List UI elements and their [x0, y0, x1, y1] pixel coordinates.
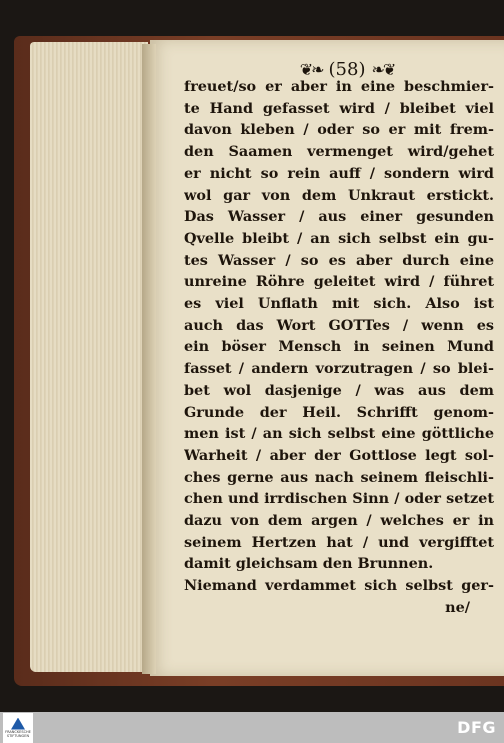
text-line: unreine Röhre geleitet wird / führet	[184, 273, 494, 291]
text-line: den Saamen vermenget wird/gehet	[184, 143, 494, 161]
text-line: auch das Wort GOTTes / wenn es	[184, 316, 494, 334]
page-gutter	[142, 44, 156, 674]
text-line: damit gleichsam den Brunnen.	[184, 555, 434, 573]
text-line: bet wol dasjenige / was aus dem	[184, 381, 494, 399]
text-line: fasset / andern vorzutragen / so blei-	[184, 360, 494, 378]
text-line: freuet/so er aber in eine beschmier-	[184, 78, 494, 95]
page-text	[184, 76, 494, 619]
text-line: dazu von dem argen / welches er in	[184, 512, 494, 530]
text-line: tes Wasser / so es aber durch eine	[184, 251, 494, 269]
ornament-right-icon: ❧❦	[371, 59, 395, 79]
text-line: ein böser Mensch in seinen Mund	[184, 338, 494, 356]
text-line: davon kleben / oder so er mit frem-	[184, 121, 494, 139]
text-line: Niemand verdammet sich selbst ger-	[184, 577, 494, 595]
text-line: ches gerne aus nach seinem fleischli-	[184, 468, 494, 486]
dfg-logo[interactable]: DFG	[457, 718, 496, 737]
text-line: Das Wasser / aus einer gesunden	[184, 208, 494, 226]
text-line: wol gar von dem Unkraut erstickt.	[184, 186, 494, 204]
viewer-footer	[0, 712, 504, 743]
logo-mark-icon	[11, 718, 25, 730]
catchword: ne/	[445, 598, 470, 616]
franckesche-logo[interactable]	[3, 713, 33, 743]
text-line: Qvelle bleibt / an sich selbst ein gu-	[184, 229, 494, 247]
text-line: Grunde der Heil. Schrifft genom-	[184, 403, 494, 421]
text-line: es viel Unflath mit sich. Also ist	[184, 295, 494, 313]
page-number: (58)	[328, 58, 366, 80]
text-line: te Hand gefasset wird / bleibet viel	[184, 99, 494, 117]
page-edges	[30, 42, 148, 672]
text-line: Warheit / aber der Gottlose legt sol-	[184, 446, 494, 464]
text-line: seinem Hertzen hat / und vergifftet	[184, 533, 494, 551]
text-line: chen und irrdischen Sinn / oder setzet	[184, 490, 494, 508]
text-line: er nicht so rein auff / sondern wird	[184, 164, 494, 182]
ornament-left-icon: ❦❧	[299, 59, 323, 79]
logo-text: FRANCKESCHE STIFTUNGEN	[5, 729, 31, 738]
text-line: men ist / an sich selbst eine göttliche	[184, 425, 494, 443]
